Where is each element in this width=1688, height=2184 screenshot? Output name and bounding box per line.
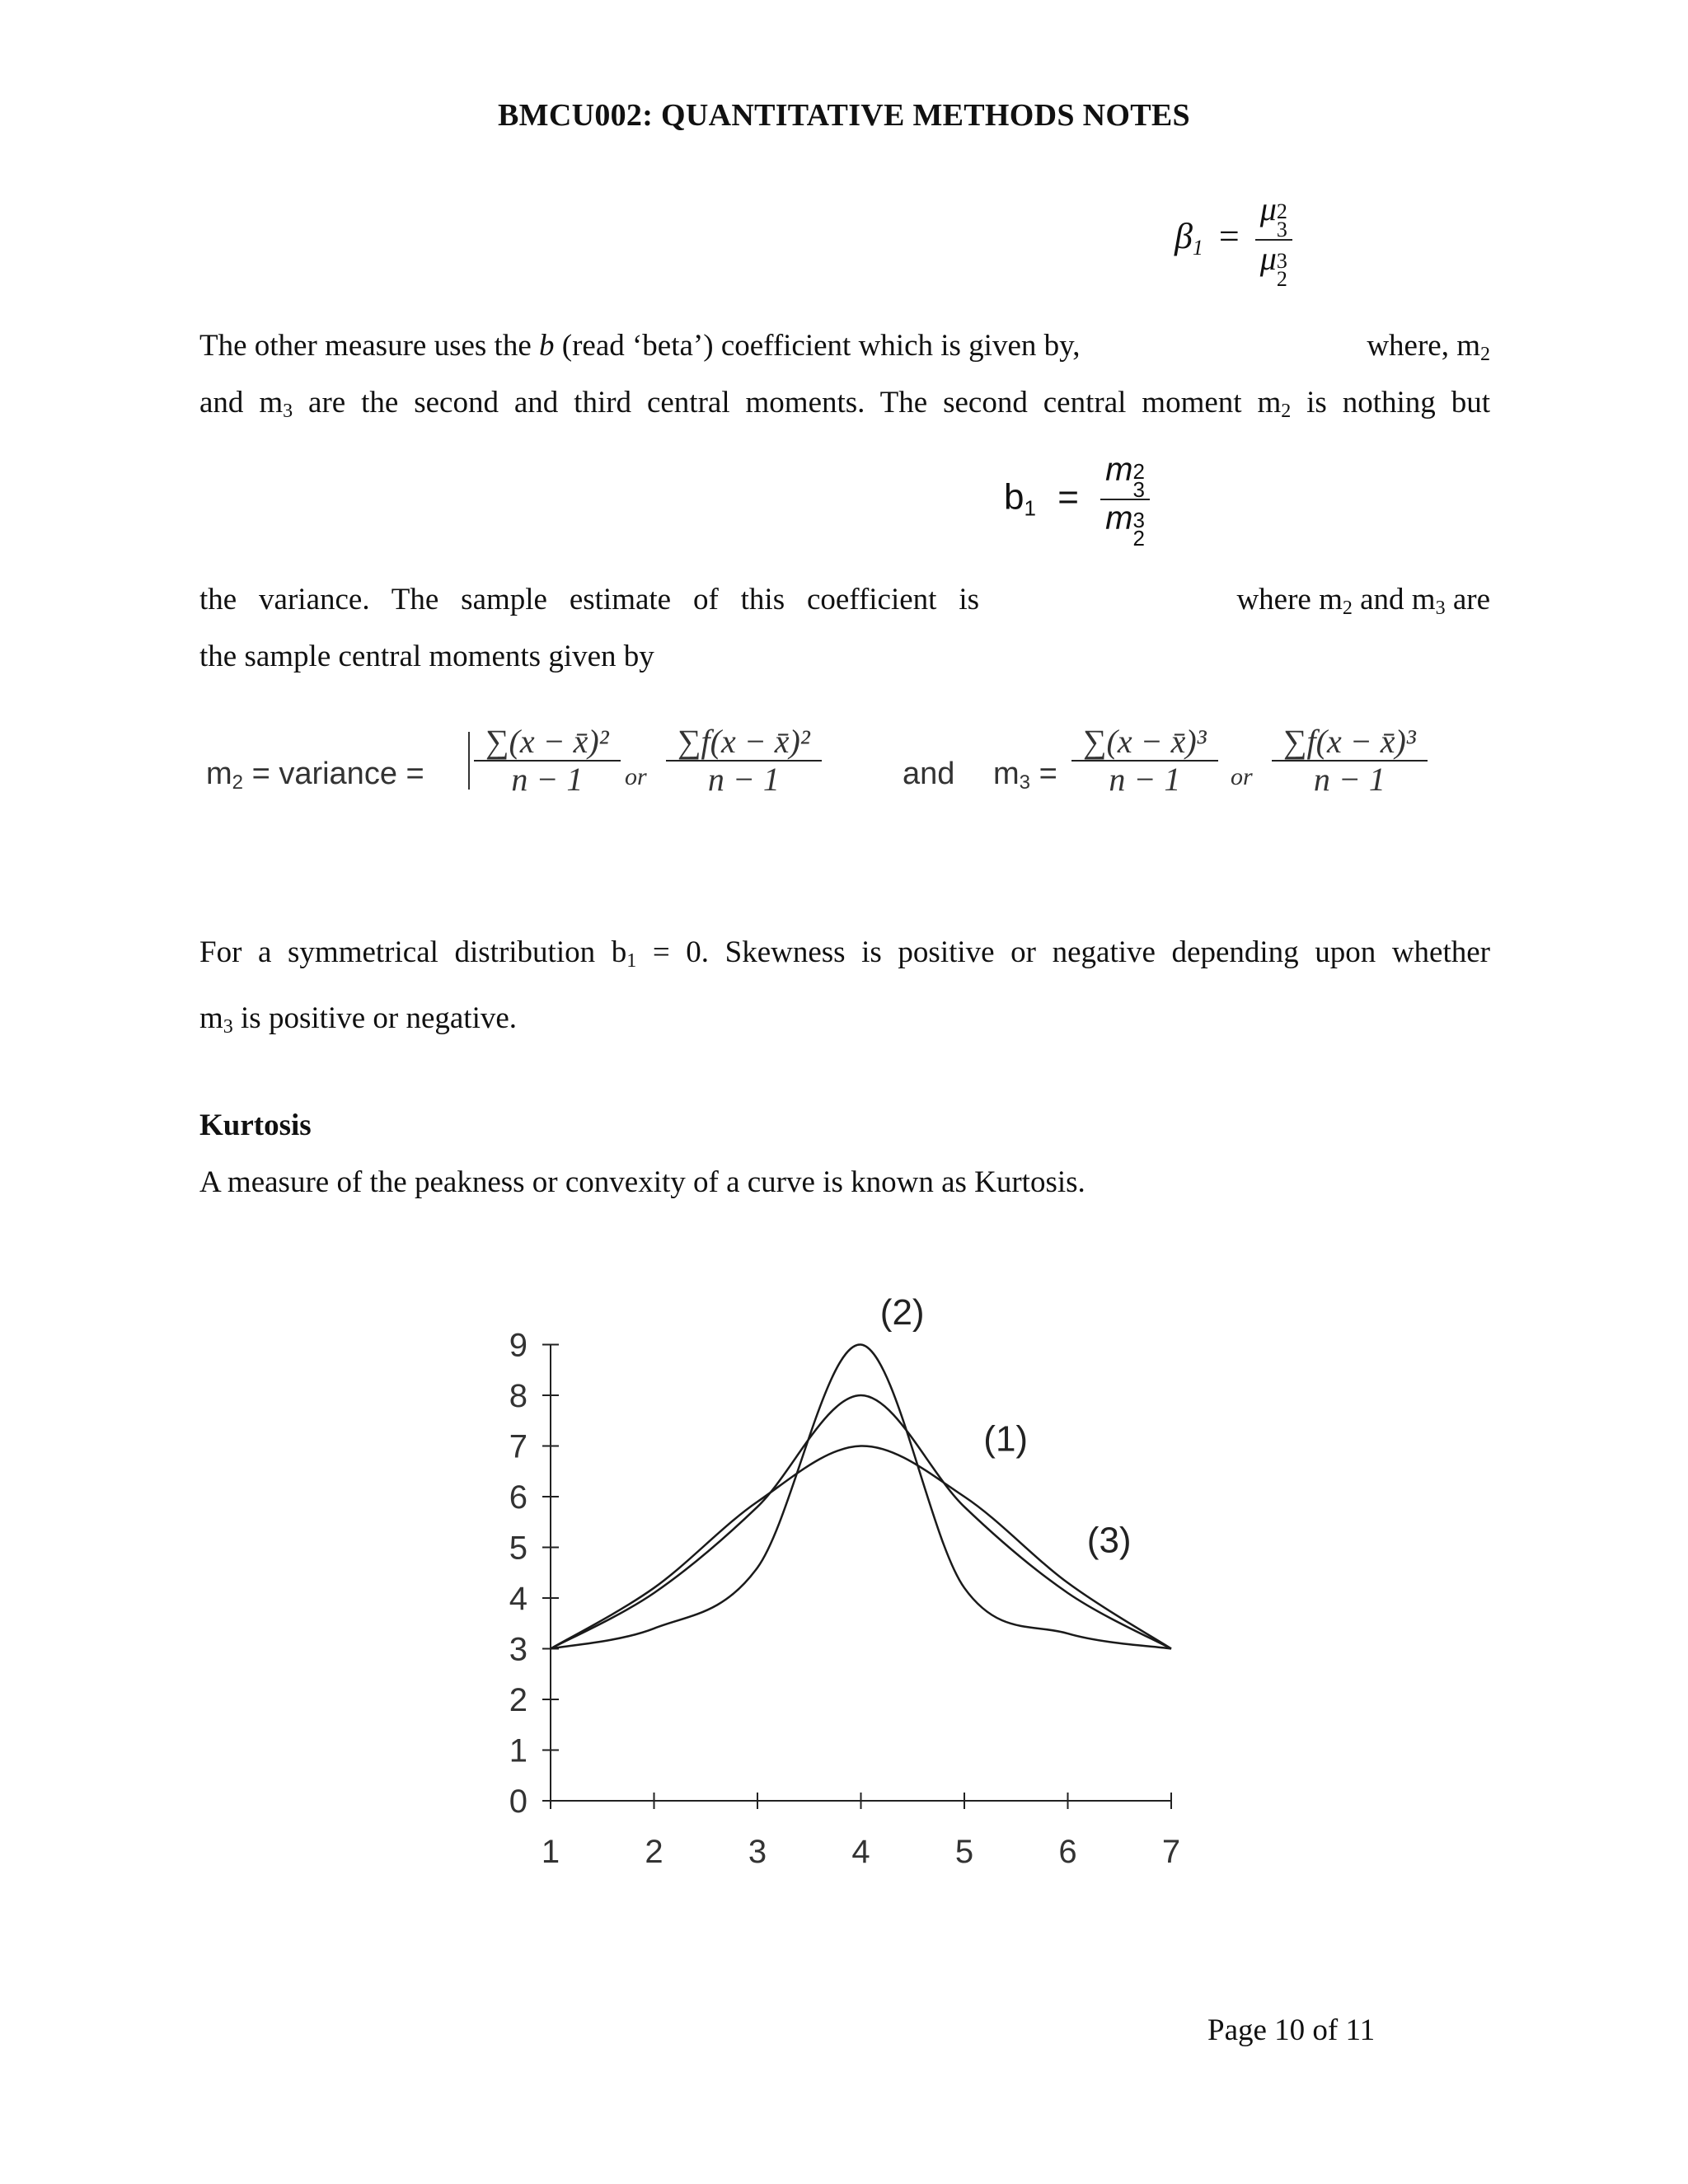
y-tick-label: 6 — [509, 1479, 528, 1516]
and-label: and — [903, 757, 955, 791]
text-line — [199, 990, 1490, 1056]
m2-label: m — [206, 757, 232, 791]
mu-symbol: μ — [1259, 240, 1277, 277]
m3-denominator-b: n − 1 — [1313, 761, 1386, 798]
page-number: Page 10 of 11 — [1207, 2013, 1376, 2047]
text: where, m — [1367, 329, 1480, 363]
series-line-1 — [551, 1395, 1171, 1649]
sub: 3 — [1276, 218, 1287, 241]
text: 2 — [1342, 598, 1353, 619]
b1-formula: b1 = m 2 3 m 3 2 — [1004, 452, 1150, 547]
series-line-3 — [551, 1446, 1171, 1648]
y-tick-label: 2 — [509, 1682, 528, 1718]
text: and m — [199, 386, 284, 419]
paragraph-symmetry — [199, 924, 1490, 1056]
m-symbol: m — [1105, 500, 1133, 537]
text: = 0. Skewness is positive or negative depending upon whether — [636, 935, 1491, 969]
section-heading-kurtosis: Kurtosis — [199, 1108, 312, 1142]
text: For a symmetrical distribution b — [199, 935, 627, 969]
text: is positive or negative. — [232, 1001, 518, 1035]
or-label: or — [1231, 763, 1253, 790]
sub: 2 — [1132, 526, 1145, 551]
kurtosis-chart — [478, 1286, 1220, 1912]
beta1-symbol: β — [1175, 216, 1193, 257]
y-tick-label: 5 — [509, 1530, 528, 1567]
m2-sub: 2 — [232, 771, 244, 794]
text: are — [1445, 583, 1490, 616]
y-tick-label: 4 — [509, 1581, 528, 1617]
m3-denominator-a: n − 1 — [1109, 761, 1181, 798]
y-tick-label: 8 — [509, 1378, 528, 1414]
sup: 3 — [1276, 249, 1287, 273]
kurtosis-definition: A measure of the peakness or convexity of a curve is known as Kurtosis. — [199, 1165, 1085, 1199]
y-tick-label: 0 — [509, 1783, 528, 1820]
page-header: BMCU002: QUANTITATIVE METHODS NOTES — [498, 98, 1190, 133]
y-tick-label: 7 — [509, 1428, 528, 1465]
x-tick-label: 4 — [851, 1834, 870, 1870]
text: b — [539, 329, 555, 363]
x-tick-label: 6 — [1058, 1834, 1077, 1870]
x-tick-label: 1 — [541, 1834, 560, 1870]
text: the variance. The sample estimate of this coefficient is — [199, 583, 979, 616]
text: and m — [1352, 583, 1436, 616]
m2-denominator-b: n − 1 — [707, 761, 780, 798]
text-line — [199, 924, 1490, 990]
m3-numerator-b: ∑f(x − x̄)³ — [1272, 724, 1428, 762]
x-tick-label: 7 — [1161, 1834, 1181, 1870]
text: 2 — [1281, 401, 1292, 422]
beta1-sub: 1 — [1192, 236, 1203, 260]
text-line — [199, 374, 1490, 440]
x-tick-label: 5 — [954, 1834, 974, 1870]
paragraph-sample — [199, 571, 1490, 685]
text: is nothing but — [1291, 386, 1490, 419]
mu-symbol: μ — [1259, 190, 1277, 227]
y-tick-label: 3 — [509, 1631, 528, 1668]
m2-eq: = variance = — [243, 757, 424, 791]
sub: 3 — [1132, 477, 1145, 502]
m2-numerator-a: ∑(x − x̄)² — [474, 724, 621, 762]
moments-formula — [206, 724, 1492, 831]
text: m — [199, 1001, 223, 1035]
text: 2 — [1480, 344, 1490, 365]
m2-numerator-b: ∑f(x − x̄)² — [666, 724, 822, 762]
m3-label: m — [993, 757, 1020, 791]
m3-sub: 3 — [1019, 771, 1031, 794]
text-line: the sample central moments given by — [199, 640, 654, 673]
series-annotation: (1) — [983, 1418, 1029, 1460]
series-annotation: (3) — [1086, 1520, 1132, 1561]
text: The other measure uses the — [199, 329, 539, 363]
m-symbol: m — [1105, 452, 1133, 488]
beta1-formula: β1 = μ 2 3 μ 3 2 — [1175, 191, 1292, 288]
text: where m — [1236, 583, 1343, 616]
x-tick-label: 2 — [645, 1834, 663, 1870]
sup: 2 — [1276, 199, 1287, 223]
text: 3 — [223, 1016, 233, 1038]
paragraph-beta — [199, 317, 1490, 440]
or-label: or — [625, 763, 647, 790]
y-tick-label: 9 — [509, 1327, 528, 1364]
y-tick-label: 1 — [509, 1732, 528, 1769]
sup: 3 — [1132, 508, 1145, 532]
b1-sub: 1 — [1024, 495, 1036, 521]
text: 3 — [1435, 598, 1446, 619]
text: are the second and third central moments. The second central moment m — [293, 386, 1282, 419]
text: 1 — [626, 950, 637, 972]
series-annotation: (2) — [879, 1291, 925, 1333]
series-line-2 — [551, 1344, 1171, 1648]
x-tick-label: 3 — [748, 1834, 767, 1870]
text: 3 — [283, 401, 293, 422]
m3-numerator-a: ∑(x − x̄)³ — [1071, 724, 1218, 762]
b1-symbol: b — [1004, 476, 1025, 518]
m2-denominator-a: n − 1 — [511, 761, 584, 798]
text: (read ‘beta’) coefficient which is given by, — [554, 329, 1081, 363]
m3-eq: = — [1030, 757, 1057, 791]
sub: 2 — [1276, 267, 1287, 291]
sup: 2 — [1132, 459, 1145, 484]
